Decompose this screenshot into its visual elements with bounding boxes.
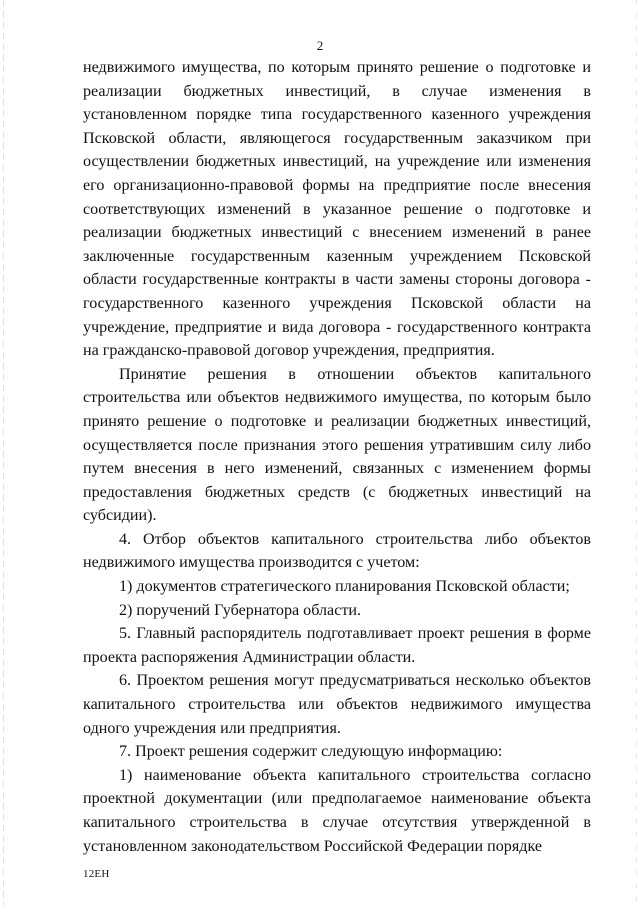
page-number: 2	[316, 38, 324, 53]
footer-code: 12ЕН	[83, 868, 110, 880]
scan-edge-left	[3, 0, 4, 905]
paragraph: 7. Проект решения содержит следующую информацию:	[119, 743, 503, 761]
scan-edge-right	[636, 0, 637, 905]
paragraph: недвижимого имущества, по которым принято решение о подготовке и реализации бюджетных инвестиций, в случае изменения в установленном порядке типа государственного казенного учреждения Псковской области, являющегося государственным заказчиком при осуществлении бюджетных инвестиций, на учреждение или изменения его организационно-правовой формы на предприятие после внесения соответствующих изменений в указанное решение о подготовке и реализации бюджетных инвестиций с внесением изменений в ранее заключенные государственным казенным учреждением Псковской области государственные контракты в части замены стороны договора - государственного казенного учреждения Псковской области на учреждение, предприятие и вида договора - государственного контракта на гражданско-правовой договор учреждения, предприятия.	[83, 59, 591, 360]
paragraph: 1) документов стратегического планирования Псковской области;	[119, 578, 570, 596]
paragraph: 2) поручений Губернатора области.	[119, 601, 362, 619]
paragraph: 4. Отбор объектов капитального строительства либо объектов недвижимого имущества производится с учетом:	[83, 530, 591, 572]
paragraph: 1) наименование объекта капитального строительства согласно проектной документации (или предполагаемое наименование объекта капитального строительства в случае отсутствия утвержденной в установленном законодательством Российской Федерации порядке	[83, 766, 591, 855]
paragraph: 5. Главный распорядитель подготавливает проект решения в форме проекта распоряжения Администрации области.	[83, 625, 591, 666]
document-body	[83, 56, 591, 858]
paragraph: 6. Проектом решения могут предусматриваться несколько объектов капитального строительства или объектов недвижимого имущества одного учреждения или предприятия.	[83, 672, 591, 737]
paragraph: Принятие решения в отношении объектов капитального строительства или объектов недвижимого имущества, по которым было принято решение о подготовке и реализации бюджетных инвестиций, осуществляется после признания этого решения утратившим силу либо путем внесения в него изменений, связанных с изменением формы предоставления бюджетных средств (с бюджетных инвестиций на субсидии).	[83, 365, 591, 525]
